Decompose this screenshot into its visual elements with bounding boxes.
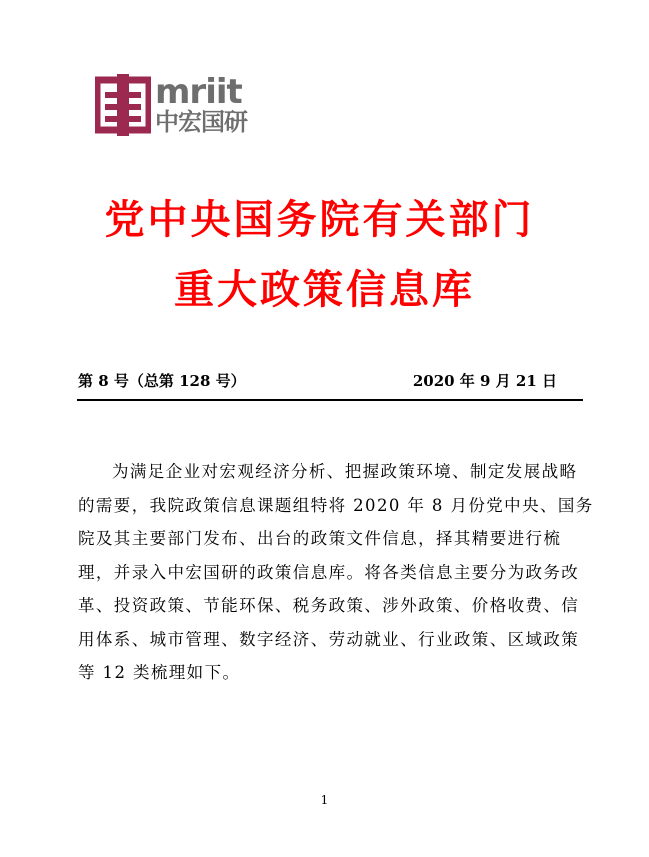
body-line: 院及其主要部门发布、出台的政策文件信息，择其精要进行梳 bbox=[78, 529, 562, 548]
body-line: 革、投资政策、节能环保、税务政策、涉外政策、价格收费、信 bbox=[78, 596, 580, 615]
header-divider bbox=[77, 399, 583, 401]
body-paragraph bbox=[78, 455, 594, 690]
body-line: 为满足企业对宏观经济分析、把握政策环境、制定发展战略 bbox=[112, 462, 578, 481]
document-title-line2: 重大政策信息库 bbox=[174, 266, 475, 313]
mriit-logo-icon bbox=[95, 74, 151, 136]
issue-number: 第 8 号（总第 128 号） bbox=[78, 372, 246, 390]
document-title-line1: 党中央国务院有关部门 bbox=[104, 196, 535, 243]
body-line: 理，并录入中宏国研的政策信息库。将各类信息主要分为政务改 bbox=[78, 562, 580, 582]
issue-date: 2020 年 9 月 21 日 bbox=[412, 372, 557, 390]
body-line: 等 12 类梳理如下。 bbox=[78, 663, 241, 682]
logo-text-en: mriit bbox=[155, 72, 242, 112]
logo bbox=[95, 74, 255, 138]
logo-text-cn: 中宏国研 bbox=[155, 108, 247, 136]
body-line: 用体系、城市管理、数字经济、劳动就业、行业政策、区域政策 bbox=[78, 629, 580, 649]
body-line: 的需要，我院政策信息课题组特将 2020 年 8 月份党中央、国务 bbox=[78, 495, 594, 515]
page-number: 1 bbox=[320, 793, 329, 807]
